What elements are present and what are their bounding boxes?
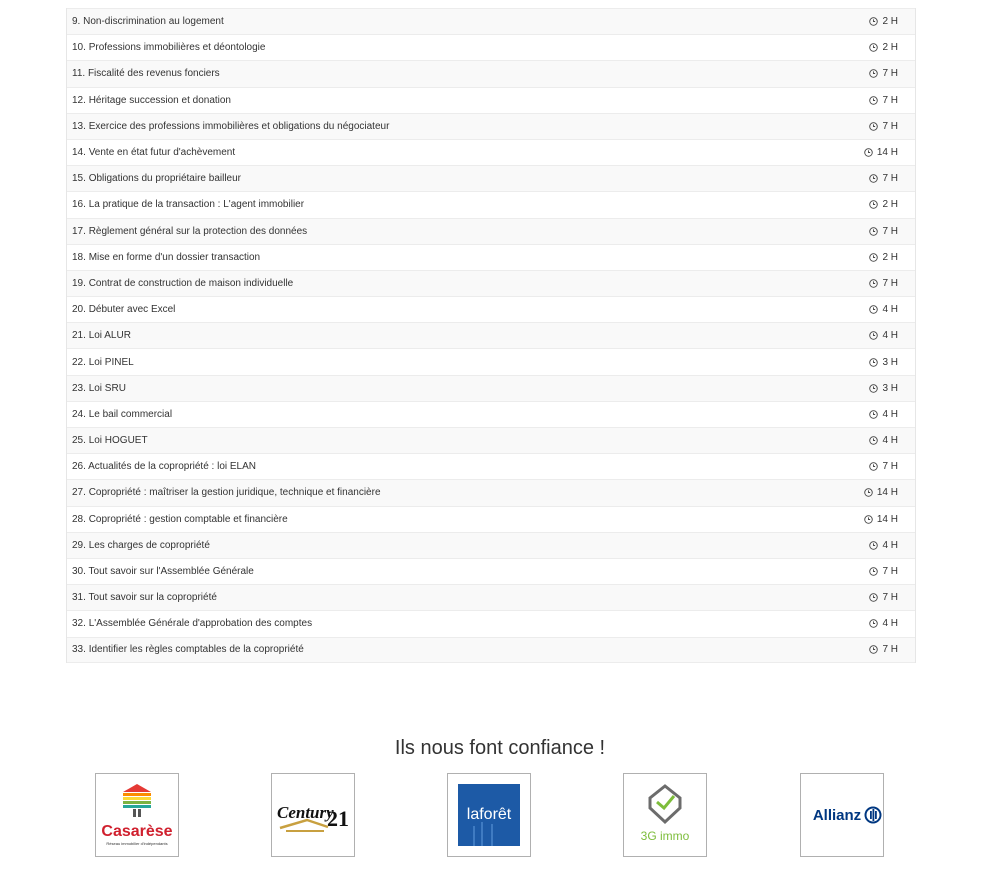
duration-value: 4 H [882,618,898,630]
course-duration [869,461,898,472]
course-duration [869,592,898,603]
course-name: Copropriété : gestion comptable et financière [88,513,288,525]
casarese-wordmark: Casarèse [101,823,173,840]
course-name: Copropriété : maîtriser la gestion juridique, technique et financière [88,487,381,499]
course-row[interactable] [67,87,915,113]
course-number: 10. [72,42,86,54]
duration-value: 4 H [882,304,898,316]
duration-value: 7 H [882,225,898,237]
allianz-logo[interactable] [800,773,884,857]
course-duration [864,147,898,158]
clock-icon [869,69,878,78]
course-row[interactable] [67,139,915,165]
duration-value: 7 H [882,120,898,132]
course-row[interactable] [67,296,915,322]
course-title[interactable] [72,514,288,525]
course-title[interactable] [72,487,381,498]
clock-icon [869,96,878,105]
course-number: 24. [72,408,86,420]
clock-icon [869,436,878,445]
course-number: 27. [72,487,86,499]
clock-icon [869,593,878,602]
course-name: Tout savoir sur l'Assemblée Générale [88,566,254,578]
course-number: 14. [72,147,86,159]
clock-icon [864,515,873,524]
course-duration [869,16,898,27]
course-number: 28. [72,513,86,525]
clock-icon [869,541,878,550]
duration-value: 14 H [876,487,898,499]
course-number: 20. [72,304,86,316]
course-title[interactable] [72,173,241,184]
duration-value: 7 H [882,592,898,604]
course-number: 18. [72,251,86,263]
course-name: Exercice des professions immobilières et obligations du négociateur [88,120,390,132]
course-duration [864,514,898,525]
clock-icon [869,619,878,628]
course-duration [869,278,898,289]
course-name: Non-discrimination au logement [83,16,224,28]
course-number: 19. [72,277,86,289]
course-name: Les charges de copropriété [88,539,210,551]
course-name: Obligations du propriétaire bailleur [88,173,241,185]
course-number: 13. [72,120,86,132]
partner-logos [0,773,1000,860]
course-name: Professions immobilières et déontologie [88,42,266,54]
allianz-wordmark: Allianz [812,807,862,824]
duration-value: 14 H [876,147,898,159]
course-name: Contrat de construction de maison individuelle [88,277,294,289]
course-number: 26. [72,461,86,473]
century-wordmark: Century [277,803,334,822]
duration-value: 4 H [882,435,898,447]
course-row[interactable] [67,532,915,558]
3g-immo-wordmark: 3G immo [640,829,690,843]
course-row[interactable] [67,479,915,505]
course-title[interactable] [72,226,307,237]
course-duration [869,330,898,341]
course-title[interactable] [72,409,172,420]
duration-value: 2 H [882,251,898,263]
casarese-tagline: Réseau immobilier d'indépendants [106,841,168,846]
course-row[interactable] [67,584,915,610]
course-duration [869,304,898,315]
course-row[interactable] [67,165,915,191]
course-name: Vente en état futur d'achèvement [88,147,236,159]
course-title[interactable] [72,461,256,472]
course-row[interactable] [67,244,915,270]
course-title[interactable] [72,540,210,551]
course-row[interactable] [67,558,915,584]
course-duration [869,121,898,132]
course-number: 32. [72,618,86,630]
trust-heading: Ils nous font confiance ! [394,737,606,759]
clock-icon [869,253,878,262]
course-number: 30. [72,566,86,578]
course-duration [869,42,898,53]
course-number: 9. [72,16,81,28]
course-title[interactable] [72,357,134,368]
course-duration [864,487,898,498]
duration-value: 7 H [882,173,898,185]
casarese-logo[interactable] [95,773,179,857]
course-number: 22. [72,356,86,368]
course-name: Fiscalité des revenus fonciers [87,68,220,80]
course-row[interactable] [67,401,915,427]
century21-logo[interactable] [271,773,355,857]
course-row[interactable] [67,113,915,139]
course-name: L'Assemblée Générale d'approbation des comptes [88,618,313,630]
course-name: Mise en forme d'un dossier transaction [88,251,261,263]
course-duration [869,618,898,629]
course-row[interactable] [67,375,915,401]
clock-icon [869,410,878,419]
course-name: Identifier les règles comptables de la copropriété [88,644,304,656]
clock-icon [869,384,878,393]
course-number: 29. [72,539,86,551]
course-duration [869,540,898,551]
course-name: Actualités de la copropriété : loi ELAN [88,461,257,473]
course-row[interactable] [67,218,915,244]
course-number: 15. [72,173,86,185]
clock-icon [869,17,878,26]
course-row[interactable] [67,191,915,217]
duration-value: 3 H [882,356,898,368]
course-duration [869,95,898,106]
clock-icon [869,462,878,471]
course-number: 11. [72,68,86,80]
course-name: Loi PINEL [88,356,134,368]
century-number: 21 [327,806,349,831]
course-list [66,8,916,663]
course-duration [869,644,898,655]
course-row[interactable] [67,34,915,60]
3g-immo-pin-icon [650,786,680,822]
clock-icon [869,200,878,209]
course-number: 16. [72,199,86,211]
duration-value: 3 H [882,382,898,394]
course-title[interactable] [72,644,304,655]
course-duration [869,357,898,368]
course-row[interactable] [67,427,915,453]
duration-value: 4 H [882,539,898,551]
course-title[interactable] [72,16,224,27]
course-number: 23. [72,382,86,394]
course-duration [869,226,898,237]
course-row[interactable] [67,270,915,296]
course-name: Débuter avec Excel [88,304,176,316]
clock-icon [869,645,878,654]
duration-value: 4 H [882,408,898,420]
clock-icon [869,227,878,236]
clock-icon [864,488,873,497]
course-duration [869,68,898,79]
duration-value: 7 H [882,68,898,80]
course-name: Héritage succession et donation [88,94,231,106]
course-title[interactable] [72,435,148,446]
casarese-roof-icon [123,784,151,817]
clock-icon [869,358,878,367]
course-title[interactable] [72,278,293,289]
course-title[interactable] [72,618,312,629]
course-title[interactable] [72,330,131,341]
course-title[interactable] [72,121,389,132]
course-name: Le bail commercial [88,408,173,420]
course-row[interactable] [67,610,915,636]
course-duration [869,173,898,184]
duration-value: 4 H [882,330,898,342]
course-name: Règlement général sur la protection des données [88,225,308,237]
course-number: 33. [72,644,86,656]
clock-icon [869,122,878,131]
clock-icon [869,567,878,576]
course-duration [869,383,898,394]
clock-icon [869,305,878,314]
duration-value: 14 H [876,513,898,525]
course-title[interactable] [72,304,175,315]
course-number: 25. [72,435,86,447]
course-row[interactable] [67,506,915,532]
allianz-eagle-icon [866,808,881,823]
course-number: 31. [72,592,86,604]
duration-value: 7 H [882,644,898,656]
course-duration [869,199,898,210]
course-name: Loi SRU [88,382,126,394]
duration-value: 2 H [882,199,898,211]
duration-value: 7 H [882,566,898,578]
course-row[interactable] [67,60,915,86]
course-title[interactable] [72,42,265,53]
course-duration [869,409,898,420]
course-number: 17. [72,225,86,237]
clock-icon [869,43,878,52]
laforet-wordmark: laforêt [466,806,512,823]
duration-value: 7 H [882,94,898,106]
course-row[interactable] [67,453,915,479]
course-title[interactable] [72,252,260,263]
course-title[interactable] [72,383,126,394]
course-name: La pratique de la transaction : L'agent immobilier [88,199,305,211]
course-name: Loi HOGUET [88,435,148,447]
course-title[interactable] [72,68,220,79]
duration-value: 2 H [882,42,898,54]
course-title[interactable] [72,592,217,603]
duration-value: 7 H [882,461,898,473]
course-title[interactable] [72,566,254,577]
course-number: 12. [72,94,86,106]
course-duration [869,252,898,263]
course-number: 21. [72,330,86,342]
3g-immo-logo[interactable] [623,773,707,857]
course-name: Tout savoir sur la copropriété [88,592,217,604]
course-row[interactable] [67,8,915,34]
duration-value: 2 H [882,16,898,28]
course-title[interactable] [72,147,235,158]
course-row[interactable] [67,348,915,374]
clock-icon [869,331,878,340]
clock-icon [869,174,878,183]
clock-icon [869,279,878,288]
course-title[interactable] [72,199,304,210]
clock-icon [864,148,873,157]
course-duration [869,435,898,446]
course-title[interactable] [72,95,231,106]
course-row[interactable] [67,637,915,663]
course-duration [869,566,898,577]
laforet-logo[interactable] [447,773,531,857]
course-name: Loi ALUR [88,330,131,342]
course-row[interactable] [67,322,915,348]
duration-value: 7 H [882,277,898,289]
